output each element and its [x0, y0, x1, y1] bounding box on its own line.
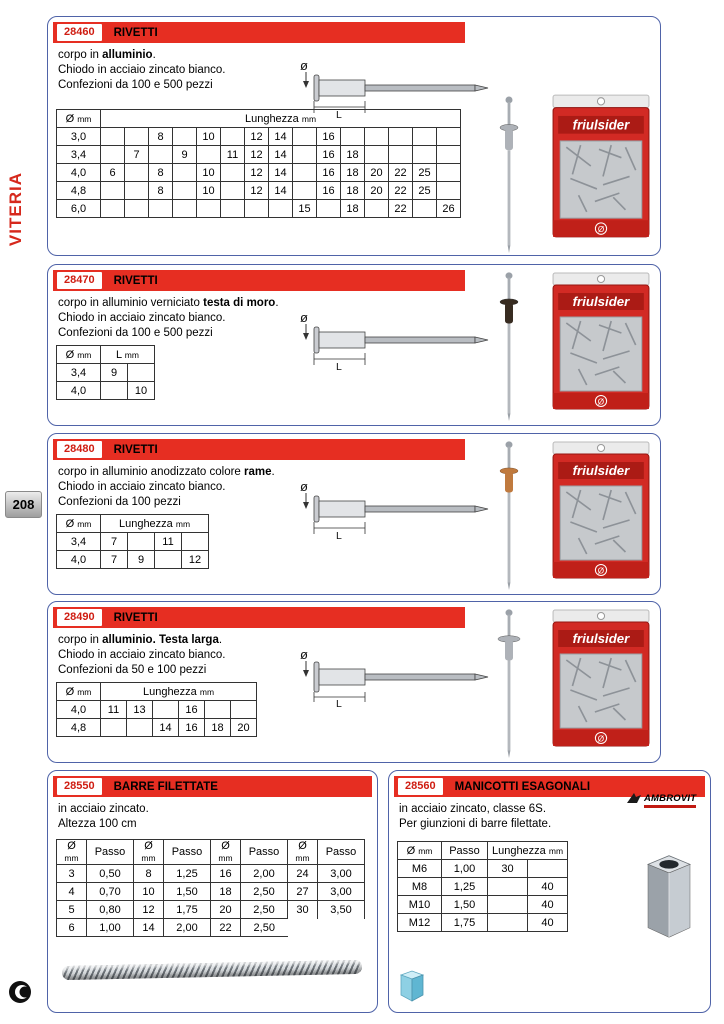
table-header-cell: Lunghezza mm: [101, 110, 461, 128]
size-table-grid: [397, 841, 568, 932]
table-cell: 3,4: [57, 533, 101, 551]
table-header-cell: Ø mm: [57, 515, 101, 533]
table-cell: [101, 382, 128, 400]
table-cell: [293, 164, 317, 182]
table-cell: 0,80: [87, 901, 134, 919]
rivet-flange: [314, 75, 319, 101]
table-cell: 9: [128, 551, 155, 569]
table-cell: 4,0: [57, 382, 101, 400]
table-cell: 4,8: [57, 182, 101, 200]
table-cell: [205, 701, 231, 719]
rivet-bag-photo: [550, 608, 652, 748]
table-cell: 10: [197, 164, 221, 182]
product-title: RIVETTI: [113, 274, 158, 287]
table-cell: 4,0: [57, 701, 101, 719]
table-cell: [221, 164, 245, 182]
description-line: corpo in alluminio verniciato testa di moro.: [58, 297, 279, 309]
table-cell: M10: [398, 896, 442, 914]
table-cell: 4,0: [57, 551, 101, 569]
table-cell: 25: [413, 164, 437, 182]
description-line: Chiodo in acciaio zincato bianco.: [58, 312, 226, 324]
table-cell: [197, 200, 221, 218]
table-cell: 14: [134, 919, 164, 937]
table-cell: [413, 200, 437, 218]
table-cell: M8: [398, 878, 442, 896]
table-cell: 8: [149, 182, 173, 200]
table-cell: M6: [398, 860, 442, 878]
table-cell: 1,25: [164, 865, 211, 883]
size-table: [56, 109, 461, 218]
rivet-photo: [496, 440, 522, 590]
table-cell: [101, 200, 125, 218]
table-cell: 2,00: [164, 919, 211, 937]
description-line: Per giunzioni di barre filettate.: [399, 818, 552, 830]
table-cell: 10: [128, 382, 155, 400]
table-cell: 2,50: [241, 901, 288, 919]
table-cell: [365, 128, 389, 146]
table-cell: 12: [245, 146, 269, 164]
description-line: Confezioni da 100 pezzi: [58, 496, 181, 508]
product-description: [58, 633, 226, 678]
table-cell: 12: [245, 182, 269, 200]
table-cell: 12: [245, 164, 269, 182]
publisher-logo-icon: [8, 980, 32, 1004]
ambrovit-mark-icon: [627, 793, 641, 805]
table-cell: [318, 919, 365, 937]
table-header-cell: Ø mm: [211, 840, 241, 865]
table-cell: 14: [269, 128, 293, 146]
length-label: L: [336, 109, 342, 119]
table-cell: 18: [341, 182, 365, 200]
ambrovit-subtitle-bar: [644, 805, 696, 808]
table-cell: 4,0: [57, 164, 101, 182]
description-line: Chiodo in acciaio zincato bianco.: [58, 481, 226, 493]
table-cell: 6: [101, 164, 125, 182]
table-cell: 14: [269, 164, 293, 182]
description-line: in acciaio zincato, classe 6S.: [399, 803, 547, 815]
table-cell: 18: [341, 164, 365, 182]
bag-diameter-mark: Ø: [597, 225, 605, 235]
page-number: 208: [5, 491, 42, 518]
svg-text:ø: ø: [300, 647, 308, 662]
rivet-photo: [496, 95, 522, 253]
table-cell: 11: [221, 146, 245, 164]
viteria-sidebar-label: VITERIA: [6, 172, 25, 247]
table-cell: [293, 146, 317, 164]
product-title: RIVETTI: [113, 26, 158, 39]
table-header-cell: L mm: [101, 346, 155, 364]
product-description: [399, 802, 551, 832]
threaded-rod-photo: [62, 960, 362, 980]
size-table-grid: [56, 839, 365, 937]
table-header-cell: Passo: [241, 840, 288, 865]
table-cell: 8: [149, 128, 173, 146]
svg-text:ø: ø: [300, 479, 308, 494]
table-cell: [182, 533, 209, 551]
table-cell: [269, 200, 293, 218]
table-cell: [101, 182, 125, 200]
table-cell: 18: [341, 200, 365, 218]
svg-text:Ø: Ø: [597, 734, 605, 744]
rivet-photo: [496, 271, 522, 421]
table-cell: 8: [134, 865, 164, 883]
table-cell: 10: [134, 883, 164, 901]
product-description: [58, 296, 279, 341]
table-cell: [173, 182, 197, 200]
table-header-cell: Ø mm: [57, 110, 101, 128]
table-cell: 9: [173, 146, 197, 164]
table-cell: [488, 896, 528, 914]
table-header-cell: Ø mm: [57, 346, 101, 364]
packaging-box-photo: [397, 969, 427, 1005]
rivet-bag-photo: [550, 93, 652, 239]
table-cell: [437, 164, 461, 182]
table-cell: [128, 533, 155, 551]
table-cell: 3: [57, 865, 87, 883]
table-cell: 1,75: [442, 914, 488, 932]
table-cell: 30: [288, 901, 318, 919]
table-header-cell: Ø mm: [288, 840, 318, 865]
svg-text:friulsider: friulsider: [572, 631, 630, 646]
table-header-cell: Lunghezza mm: [488, 842, 568, 860]
table-cell: 12: [245, 128, 269, 146]
table-cell: [317, 200, 341, 218]
size-table-grid: [56, 514, 209, 569]
hex-coupling-nut-photo: [641, 849, 697, 945]
table-cell: [221, 182, 245, 200]
table-cell: [173, 128, 197, 146]
table-cell: 15: [293, 200, 317, 218]
product-title: MANICOTTI ESAGONALI: [454, 780, 591, 793]
table-cell: 10: [197, 128, 221, 146]
table-cell: [293, 128, 317, 146]
product-description: [58, 465, 275, 510]
table-cell: [149, 146, 173, 164]
rivet-bag-photo: [550, 440, 652, 580]
table-cell: 20: [365, 164, 389, 182]
table-header-cell: Lunghezza mm: [101, 515, 209, 533]
table-cell: 25: [413, 182, 437, 200]
section-header: [53, 270, 465, 291]
description-line: Chiodo in acciaio zincato bianco.: [58, 64, 226, 76]
table-cell: [389, 128, 413, 146]
section-header: [53, 22, 465, 43]
table-cell: 16: [317, 128, 341, 146]
ambrovit-logo: [627, 793, 696, 808]
table-header-cell: Passo: [164, 840, 211, 865]
table-cell: 3,00: [318, 883, 365, 901]
table-cell: 1,25: [442, 878, 488, 896]
table-cell: 4: [57, 883, 87, 901]
product-code: 28480: [57, 441, 102, 458]
table-cell: [127, 719, 153, 737]
svg-text:ø: ø: [300, 310, 308, 325]
table-cell: [488, 914, 528, 932]
table-cell: [413, 128, 437, 146]
table-cell: [288, 919, 318, 937]
table-cell: [125, 200, 149, 218]
svg-text:L: L: [336, 698, 342, 708]
table-cell: [125, 128, 149, 146]
description-line: in acciaio zincato.: [58, 803, 149, 815]
table-cell: 18: [205, 719, 231, 737]
table-cell: 16: [317, 182, 341, 200]
table-cell: [155, 551, 182, 569]
table-cell: [101, 128, 125, 146]
table-cell: 16: [179, 719, 205, 737]
rivet-bag-photo: [550, 271, 652, 411]
svg-text:Ø: Ø: [597, 566, 605, 576]
table-cell: 6,0: [57, 200, 101, 218]
table-header-cell: Passo: [442, 842, 488, 860]
table-cell: 8: [149, 164, 173, 182]
product-title: BARRE FILETTATE: [113, 780, 218, 793]
table-cell: [221, 200, 245, 218]
table-cell: [101, 146, 125, 164]
section-28460: [47, 16, 661, 256]
svg-text:friulsider: friulsider: [572, 463, 630, 478]
table-header-cell: Ø mm: [398, 842, 442, 860]
table-cell: 16: [317, 146, 341, 164]
table-cell: 16: [211, 865, 241, 883]
table-cell: [437, 128, 461, 146]
table-cell: [341, 128, 365, 146]
table-cell: 11: [155, 533, 182, 551]
table-cell: 5: [57, 901, 87, 919]
table-cell: [221, 128, 245, 146]
product-code: 28550: [57, 778, 102, 795]
table-cell: 12: [134, 901, 164, 919]
product-description: [58, 48, 226, 93]
table-cell: 1,50: [442, 896, 488, 914]
section-28490: [47, 601, 661, 763]
product-code: 28560: [398, 778, 443, 795]
section-28560: [388, 770, 711, 1013]
table-cell: 40: [528, 896, 568, 914]
description-line: Confezioni da 100 e 500 pezzi: [58, 79, 213, 91]
table-cell: 40: [528, 878, 568, 896]
table-cell: 7: [101, 551, 128, 569]
table-cell: 9: [101, 364, 128, 382]
rivet-body: [319, 80, 365, 96]
size-table-grid: [56, 345, 155, 400]
table-cell: 20: [365, 182, 389, 200]
table-cell: 6: [57, 919, 87, 937]
table-cell: 12: [182, 551, 209, 569]
table-cell: 2,50: [241, 883, 288, 901]
description-line: Confezioni da 50 e 100 pezzi: [58, 664, 207, 676]
section-header: [53, 607, 465, 628]
table-cell: [437, 182, 461, 200]
table-cell: 3,50: [318, 901, 365, 919]
description-line: Altezza 100 cm: [58, 818, 137, 830]
description-line: Confezioni da 100 e 500 pezzi: [58, 327, 213, 339]
table-cell: 20: [231, 719, 257, 737]
table-cell: 1,00: [87, 919, 134, 937]
table-cell: 24: [288, 865, 318, 883]
ambrovit-name: AMBROVIT: [644, 793, 697, 804]
table-header-cell: Passo: [87, 840, 134, 865]
description-line: corpo in alluminio. Testa larga.: [58, 634, 223, 646]
rivet-diagram: [298, 307, 503, 371]
table-cell: 27: [288, 883, 318, 901]
rivet-diagram: [298, 476, 503, 540]
table-cell: 20: [211, 901, 241, 919]
product-code: 28460: [57, 24, 102, 41]
table-cell: 10: [197, 182, 221, 200]
table-cell: [173, 200, 197, 218]
svg-text:Ø: Ø: [597, 397, 605, 407]
product-title: RIVETTI: [113, 611, 158, 624]
table-cell: [149, 200, 173, 218]
table-cell: 14: [153, 719, 179, 737]
product-description: [58, 802, 149, 832]
size-table-grid: [56, 109, 461, 218]
table-cell: 18: [211, 883, 241, 901]
table-cell: 7: [101, 533, 128, 551]
diameter-label: ø: [300, 58, 308, 73]
table-cell: 1,00: [442, 860, 488, 878]
description-line: Chiodo in acciaio zincato bianco.: [58, 649, 226, 661]
table-cell: 1,75: [164, 901, 211, 919]
table-cell: 18: [341, 146, 365, 164]
table-cell: [365, 200, 389, 218]
table-cell: [173, 164, 197, 182]
table-cell: 26: [437, 200, 461, 218]
table-header-cell: Ø mm: [57, 840, 87, 865]
table-cell: [197, 146, 221, 164]
table-cell: [101, 719, 127, 737]
table-cell: 3,4: [57, 364, 101, 382]
table-cell: 22: [389, 164, 413, 182]
table-cell: [245, 200, 269, 218]
section-header: [53, 439, 465, 460]
table-cell: 22: [211, 919, 241, 937]
table-cell: [528, 860, 568, 878]
rivet-mandrel: [365, 85, 475, 91]
table-cell: 7: [125, 146, 149, 164]
table-cell: 30: [488, 860, 528, 878]
size-table: [56, 345, 155, 400]
table-cell: [365, 146, 389, 164]
table-cell: [125, 182, 149, 200]
table-cell: [293, 182, 317, 200]
svg-text:friulsider: friulsider: [572, 294, 630, 309]
table-cell: [389, 146, 413, 164]
table-cell: 14: [269, 146, 293, 164]
description-line: corpo in alluminio.: [58, 49, 156, 61]
table-header-cell: Passo: [318, 840, 365, 865]
table-cell: 4,8: [57, 719, 101, 737]
table-cell: [153, 701, 179, 719]
table-cell: 2,00: [241, 865, 288, 883]
product-code: 28470: [57, 272, 102, 289]
rivet-diagram: [298, 644, 503, 708]
table-cell: 0,70: [87, 883, 134, 901]
size-table-grid: [56, 682, 257, 737]
table-cell: 14: [269, 182, 293, 200]
table-header-cell: Ø mm: [134, 840, 164, 865]
product-code: 28490: [57, 609, 102, 626]
table-cell: 22: [389, 200, 413, 218]
bag-brand-label: friulsider: [572, 117, 630, 133]
svg-text:L: L: [336, 530, 342, 540]
section-28470: [47, 264, 661, 426]
size-table: [56, 839, 365, 937]
table-cell: 3,0: [57, 128, 101, 146]
size-table: [397, 841, 568, 932]
table-header-cell: Ø mm: [57, 683, 101, 701]
table-cell: 1,50: [164, 883, 211, 901]
table-header-cell: Lunghezza mm: [101, 683, 257, 701]
table-cell: [128, 364, 155, 382]
rivet-photo: [496, 608, 522, 758]
table-cell: [231, 701, 257, 719]
section-header: [53, 776, 372, 797]
table-cell: 16: [179, 701, 205, 719]
table-cell: 11: [101, 701, 127, 719]
size-table: [56, 682, 257, 737]
table-cell: [413, 146, 437, 164]
svg-text:L: L: [336, 361, 342, 371]
table-cell: [488, 878, 528, 896]
section-28480: [47, 433, 661, 595]
table-cell: M12: [398, 914, 442, 932]
section-28550: [47, 770, 378, 1013]
table-cell: [125, 164, 149, 182]
table-cell: 22: [389, 182, 413, 200]
table-cell: 3,4: [57, 146, 101, 164]
product-title: RIVETTI: [113, 443, 158, 456]
table-cell: 16: [317, 164, 341, 182]
table-cell: [437, 146, 461, 164]
table-cell: 13: [127, 701, 153, 719]
table-cell: 40: [528, 914, 568, 932]
description-line: corpo in alluminio anodizzato colore rame.: [58, 466, 275, 478]
table-cell: 2,50: [241, 919, 288, 937]
size-table: [56, 514, 209, 569]
table-cell: 0,50: [87, 865, 134, 883]
table-cell: 3,00: [318, 865, 365, 883]
